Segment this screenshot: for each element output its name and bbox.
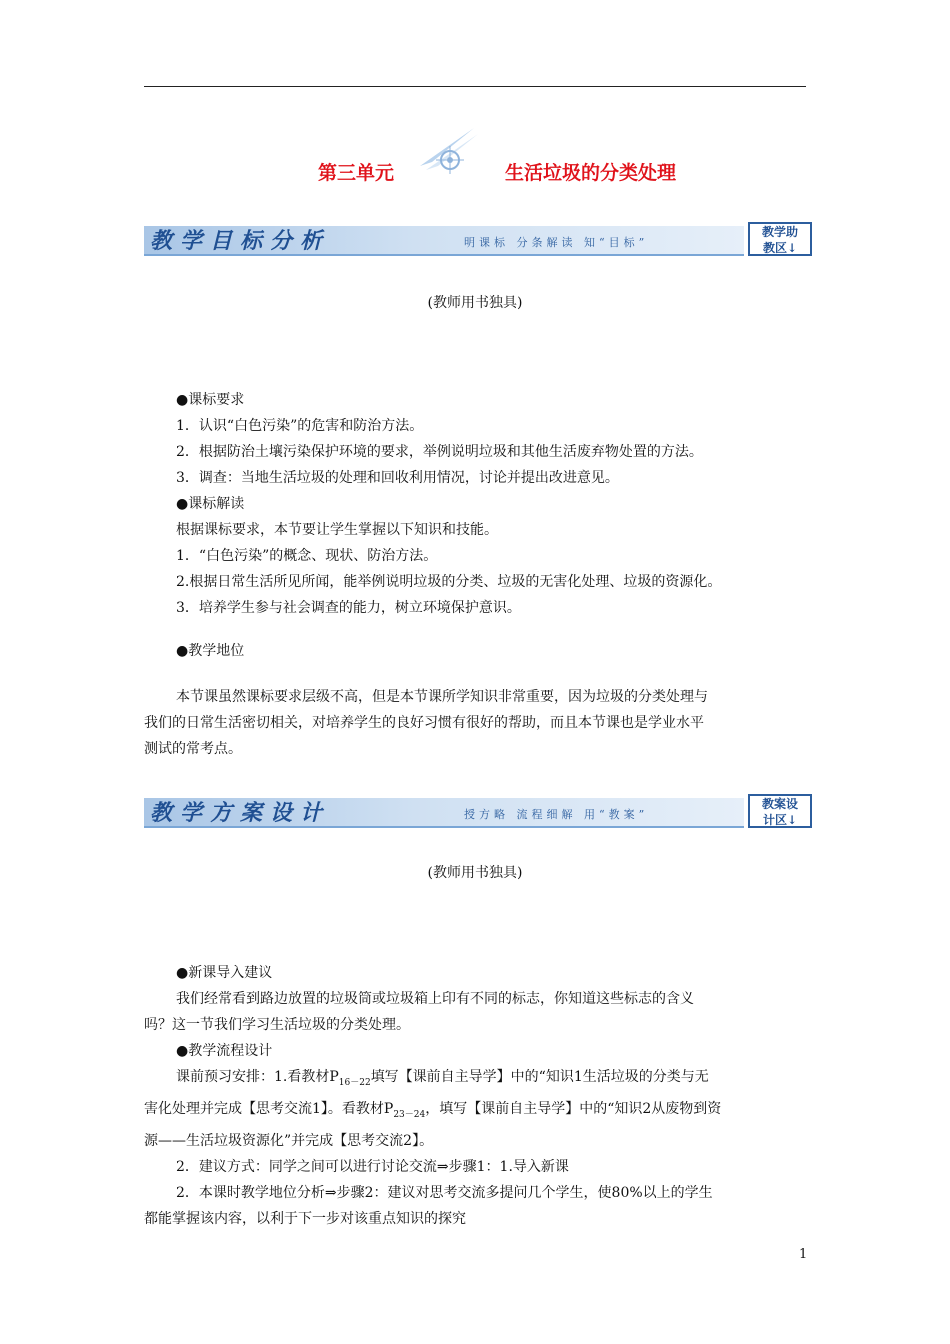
banner-teaching-goals xyxy=(144,220,814,260)
unit-number: 第三单元 xyxy=(318,162,395,184)
heading-interpretation: ●课标解读 xyxy=(176,496,245,512)
banner-tag: 教案设 计区↓ xyxy=(748,794,812,828)
header-rule xyxy=(144,86,806,87)
heading-standards: ●课标要求 xyxy=(176,392,245,408)
position-paragraph: 本节课虽然课标要求层级不高，但是本节课所学知识非常重要，因为垃圾的分类处理与 我们的日常生活密切相关，对培养学生的良好习惯有很好的帮助，而且本节课也是学业水平 测试的常考点。 xyxy=(144,689,708,757)
banner-lesson-design xyxy=(144,792,814,832)
banner-subtitle: 授方略 流程细解 用“教案” xyxy=(464,808,649,821)
heading-teaching-position: ●教学地位 xyxy=(176,643,245,659)
banner-title: 教学目标分析 xyxy=(150,228,331,254)
heading-flow-design: ●教学流程设计 xyxy=(176,1043,273,1059)
lesson-design-section: ●新课导入建议 我们经常看到路边放置的垃圾筒或垃圾箱上印有不同的标志，你知道这些标志的含义 吗？这一节我们学习生活垃圾的分类处理。 ●教学流程设计 课前预习安排：1.看教材$P_{16-22}$填写【课前自主导学】中的“知识1生活垃圾的分类与无 害化处理并完成【思考交流1】。看教材$P_{23-24}$，填写【课前自主导学】中的“知识2从废物到资 源——生活垃圾资源化”并完成【思考交流2】。 2．建议方式：同学之间可以进行讨论交流⇒步骤1：1.导入新课 2．本课时教学地位分析⇒步骤2：建议对思考交流多提问几个学生，使80%以上的学生 都能掌握该内容，以利于下一步对该重点知识的探究 xyxy=(144,960,806,1232)
unit-title xyxy=(0,150,950,190)
page-number: 1 xyxy=(799,1247,808,1262)
banner-subtitle: 明课标 分条解读 知“目标” xyxy=(464,236,649,249)
teacher-note: (教师用书独具) xyxy=(427,295,523,311)
banner-tag: 教学助 教区↓ xyxy=(748,222,812,256)
target-emblem-icon xyxy=(412,126,482,182)
unit-topic: 生活垃圾的分类处理 xyxy=(505,162,677,184)
teacher-note: (教师用书独具) xyxy=(427,865,523,881)
heading-intro-suggestion: ●新课导入建议 xyxy=(176,965,273,981)
banner-title: 教学方案设计 xyxy=(150,800,331,826)
standards-section: ●课标要求 1．认识“白色污染”的危害和防治方法。 2．根据防治土壤污染保护环境的要求，举例说明垃圾和其他生活废弃物处置的方法。 3．调查：当地生活垃圾的处理和回收利用情况，讨论并提出改进意见。 ●课标解读 根据课标要求，本节要让学生掌握以下知识和技能。 1．“白色污染”的概念、现状、防治方法。 2.根据日常生活所见所闻，能举例说明垃圾的分类、垃圾的无害化处理、垃圾的资源化。 3．培养学生参与社会调查的能力，树立环境保护意识。 xyxy=(176,387,721,621)
